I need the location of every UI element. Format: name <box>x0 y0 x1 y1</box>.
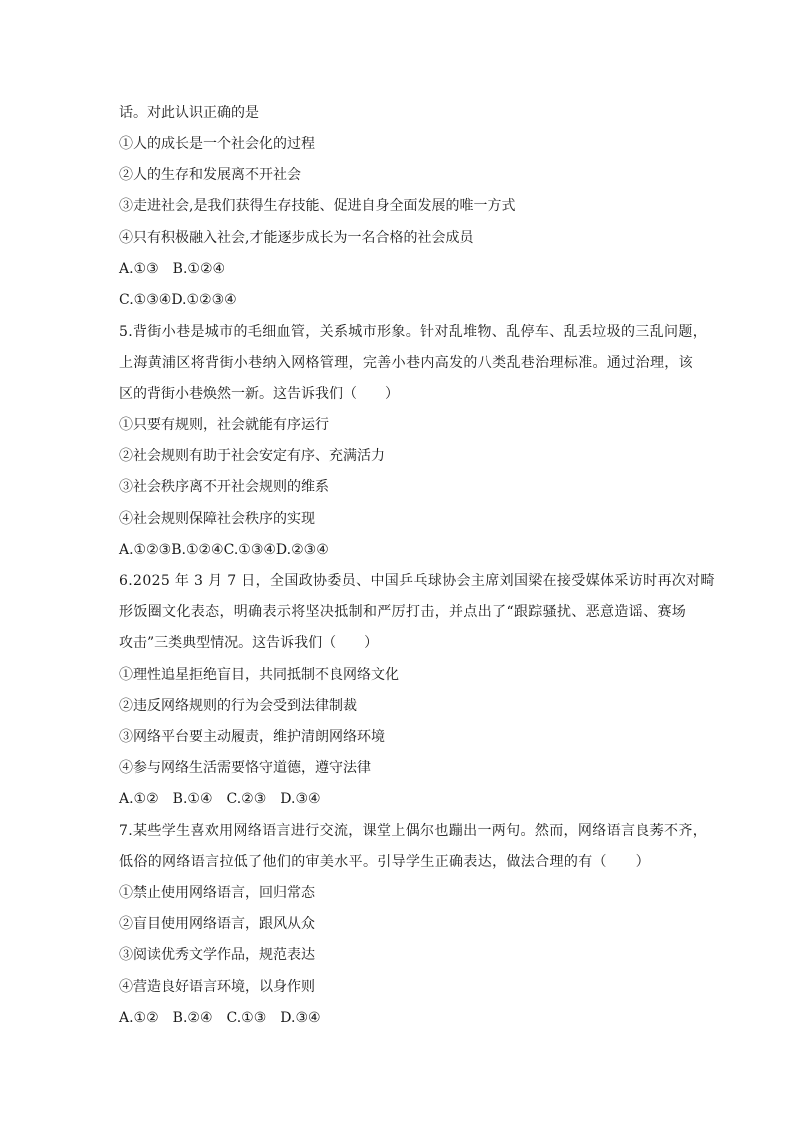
option-2: ②人的生存和发展离不开社会 <box>119 167 301 183</box>
option-1: ①人的成长是一个社会化的过程 <box>119 136 315 152</box>
answer-choices: A.①② B.②④ C.①③ D.③④ <box>119 1010 321 1026</box>
question-5-stem: 上海黄浦区将背街小巷纳入网格管理，完善小巷内高发的八类乱巷治理标准。通过治理，该 <box>119 355 693 371</box>
answer-choices: A.①②③B.①②④C.①③④D.②③④ <box>119 542 329 558</box>
question-7-stem: 低俗的网络语言拉低了他们的审美水平。引导学生正确表达，做法合理的有（ ） <box>119 854 650 870</box>
option-3: ③走进社会,是我们获得生存技能、促进自身全面发展的唯一方式 <box>119 198 516 214</box>
answer-choices: A.①③ B.①②④ <box>119 261 226 277</box>
question-6-stem: 6.2025 年 3 月 7 日，全国政协委员、中国乒乓球协会主席刘国梁在接受媒体采访时再次对畸 <box>119 573 715 589</box>
option-1: ①禁止使用网络语言，回归常态 <box>119 885 315 901</box>
option-2: ②盲目使用网络语言，跟风从众 <box>119 916 315 932</box>
answer-choices: C.①③④D.①②③④ <box>119 292 237 308</box>
question-6-stem: 攻击”三类典型情况。这告诉我们（ ） <box>119 635 379 651</box>
option-4: ④只有积极融入社会,才能逐步成长为一名合格的社会成员 <box>119 230 474 246</box>
option-4: ④参与网络生活需要恪守道德，遵守法律 <box>119 760 371 776</box>
answer-choices: A.①② B.①④ C.②③ D.③④ <box>119 791 321 807</box>
option-2: ②违反网络规则的行为会受到法律制裁 <box>119 698 357 714</box>
option-2: ②社会规则有助于社会安定有序、充满活力 <box>119 448 385 464</box>
question-6-stem: 形饭圈文化表态，明确表示将坚决抵制和严厉打击，并点出了“跟踪骚扰、恶意造谣、赛场 <box>119 604 687 620</box>
question-5-stem: 区的背街小巷焕然一新。这告诉我们（ ） <box>119 386 399 402</box>
option-3: ③社会秩序离不开社会规则的维系 <box>119 479 329 495</box>
option-4: ④社会规则保障社会秩序的实现 <box>119 511 315 527</box>
text-line: 话。对此认识正确的是 <box>119 105 259 121</box>
option-3: ③网络平台要主动履责，维护清朗网络环境 <box>119 729 385 745</box>
question-7-stem: 7.某些学生喜欢用网络语言进行交流，课堂上偶尔也蹦出一两句。然而，网络语言良莠不齐， <box>119 823 708 839</box>
option-4: ④营造良好语言环境，以身作则 <box>119 979 315 995</box>
question-5-stem: 5.背街小巷是城市的毛细血管，关系城市形象。针对乱堆物、乱停车、乱丢垃圾的三乱问题， <box>119 324 708 340</box>
option-1: ①只要有规则，社会就能有序运行 <box>119 417 329 433</box>
option-3: ③阅读优秀文学作品，规范表达 <box>119 947 315 963</box>
option-1: ①理性追星拒绝盲目，共同抵制不良网络文化 <box>119 667 399 683</box>
